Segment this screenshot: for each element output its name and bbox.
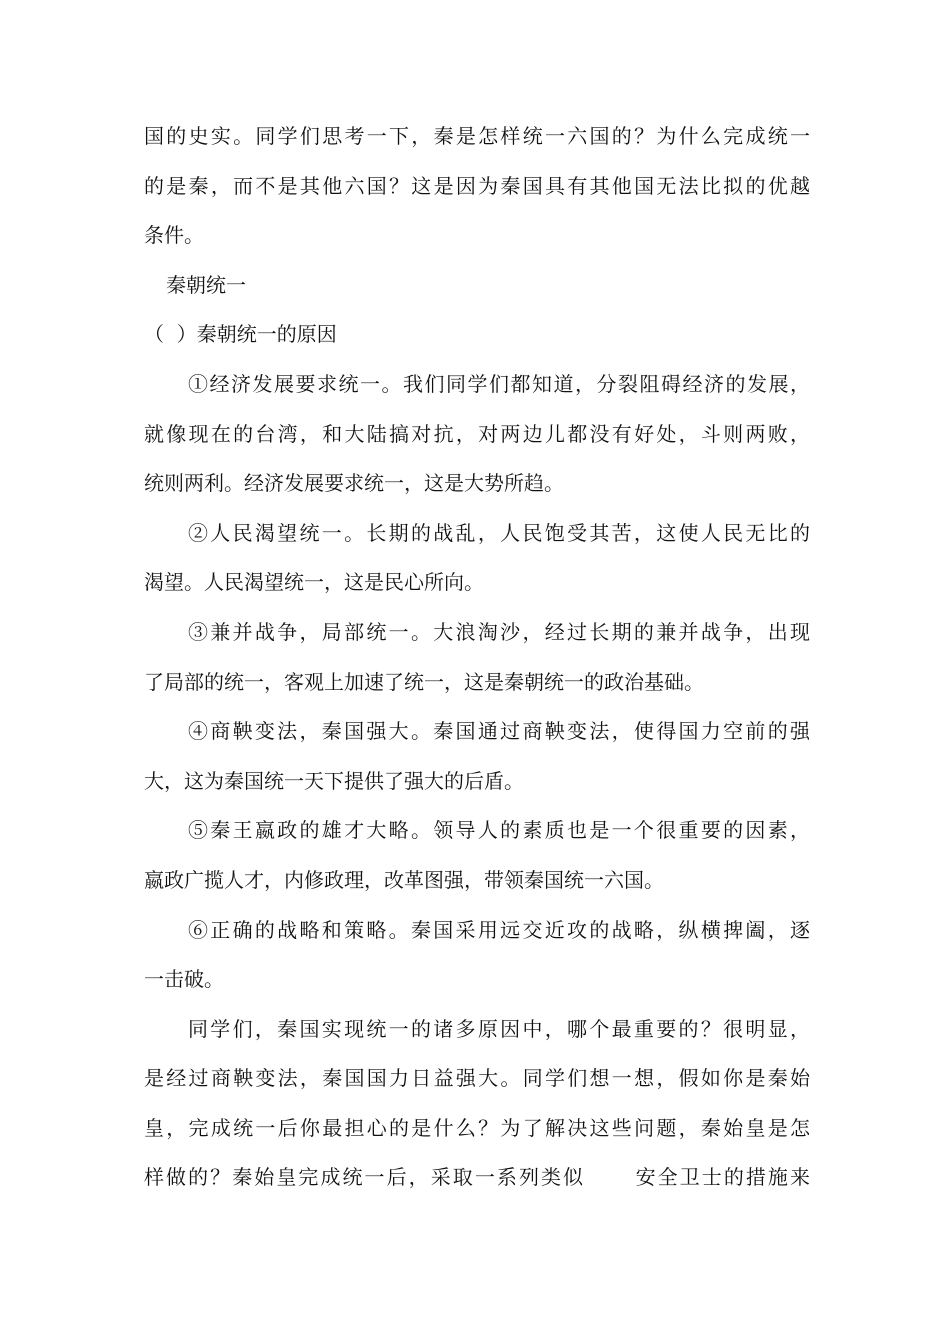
text-line: （ ）秦朝统一的原因 [144,322,337,347]
text-line: 了局部的统一，客观上加速了统一，这是秦朝统一的政治基础。 [144,669,704,694]
text-line: ③兼并战争，局部统一。大浪淘沙，经过长期的兼并战争，出现 [188,619,810,644]
text-line: 渴望。人民渴望统一，这是民心所向。 [144,570,484,595]
text-line: 大，这为秦国统一天下提供了强大的后盾。 [144,768,524,793]
document-body [144,112,810,1203]
text-line: 嬴政广揽人才，内修政理，改革图强，带领秦国统一六国。 [144,867,664,892]
text-line: 是经过商鞅变法，秦国国力日益强大。同学们想一想，假如你是秦始 [144,1066,810,1091]
text-line: 统则两利。经济发展要求统一，这是大势所趋。 [144,471,564,496]
text-line: ④商鞅变法，秦国强大。秦国通过商鞅变法，使得国力空前的强 [188,719,810,744]
text-line: 国的史实。同学们思考一下，秦是怎样统一六国的？为什么完成统一 [144,124,810,148]
text-line: 一击破。 [144,967,224,992]
text-line: 皇，完成统一后你最担心的是什么？为了解决这些问题，秦始皇是怎 [144,1115,810,1140]
text-line: ⑤秦王嬴政的雄才大略。领导人的素质也是一个很重要的因素， [188,818,810,843]
text-line: 条件。 [144,223,204,248]
text-line: ①经济发展要求统一。我们同学们都知道，分裂阻碍经济的发展， [188,371,810,396]
text-line: 同学们，秦国实现统一的诸多原因中，哪个最重要的？很明显， [188,1016,810,1041]
text-line: ②人民渴望统一。长期的战乱，人民饱受其苦，这使人民无比的 [188,520,810,545]
text-line: ⑥正确的战略和策略。秦国采用远交近攻的战略，纵横捭阖，逐 [188,917,810,942]
text-line: 样做的？秦始皇完成统一后，采取一系列类似 安全卫士的措施来 [144,1165,810,1190]
text-line: 的是秦，而不是其他六国？这是因为秦国具有其他国无法比拟的优越 [144,173,810,198]
text-line: 就像现在的台湾，和大陆搞对抗，对两边儿都没有好处，斗则两败， [144,421,810,446]
text-line: 秦朝统一 [166,272,246,297]
